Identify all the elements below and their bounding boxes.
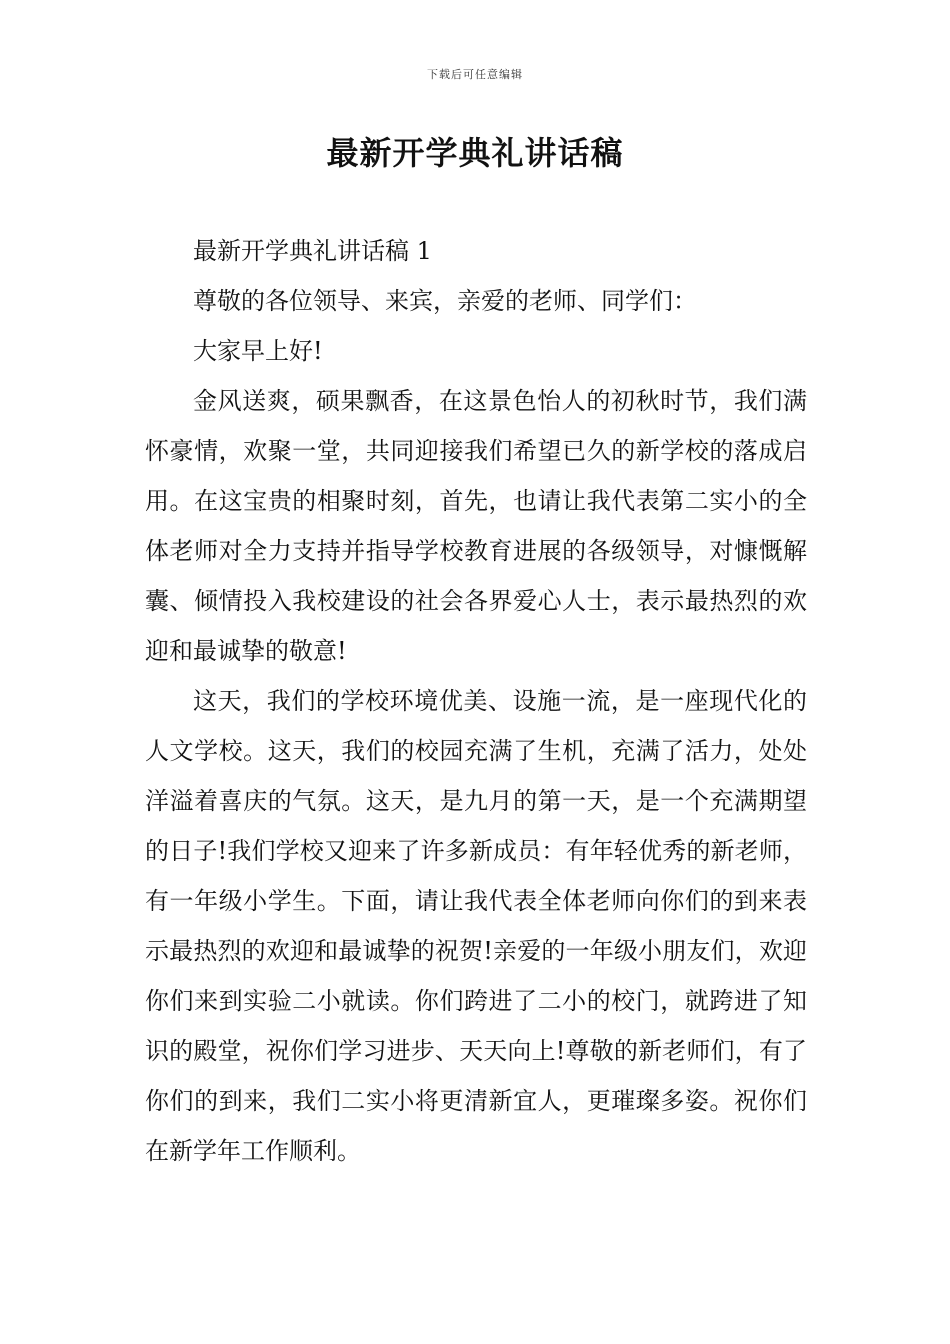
document-title: 最新开学典礼讲话稿 bbox=[326, 134, 624, 172]
subtitle-paragraph: 最新开学典礼讲话稿 1 bbox=[193, 237, 432, 265]
body-paragraph: 金风送爽，硕果飘香，在这景色怡人的初秋时节，我们满怀豪情，欢聚一堂，共同迎接我们希望已久的新学校的落成启用。在这宝贵的相聚时刻，首先，也请让我代表第二实小的全体老师对全力支持并指导学校教育进展的各级领导，对慷慨解囊、倾情投入我校建设的社会各界爱心人士，表示最热烈的欢迎和最诚挚的敬意! bbox=[145, 387, 807, 665]
body-paragraph: 这天，我们的学校环境优美、设施一流，是一座现代化的人文学校。这天，我们的校园充满了生机，充满了活力，处处洋溢着喜庆的气氛。这天，是九月的第一天，是一个充满期望的日子!我们学校又迎来了许多新成员：有年轻优秀的新老师，有一年级小学生。下面，请让我代表全体老师向你们的到来表示最热烈的欢迎和最诚挚的祝贺!亲爱的一年级小朋友们，欢迎你们来到实验二小就读。你们跨进了二小的校门，就跨进了知识的殿堂，祝你们学习进步、天天向上!尊敬的新老师们，有了你们的到来，我们二实小将更清新宜人，更璀璨多姿。祝你们在新学年工作顺利。 bbox=[145, 687, 807, 1165]
salutation-paragraph: 尊敬的各位领导、来宾，亲爱的老师、同学们： bbox=[193, 287, 697, 315]
header-note: 下载后可任意编辑 bbox=[427, 68, 523, 81]
greeting-paragraph: 大家早上好! bbox=[193, 337, 323, 365]
document-body bbox=[145, 226, 807, 1176]
